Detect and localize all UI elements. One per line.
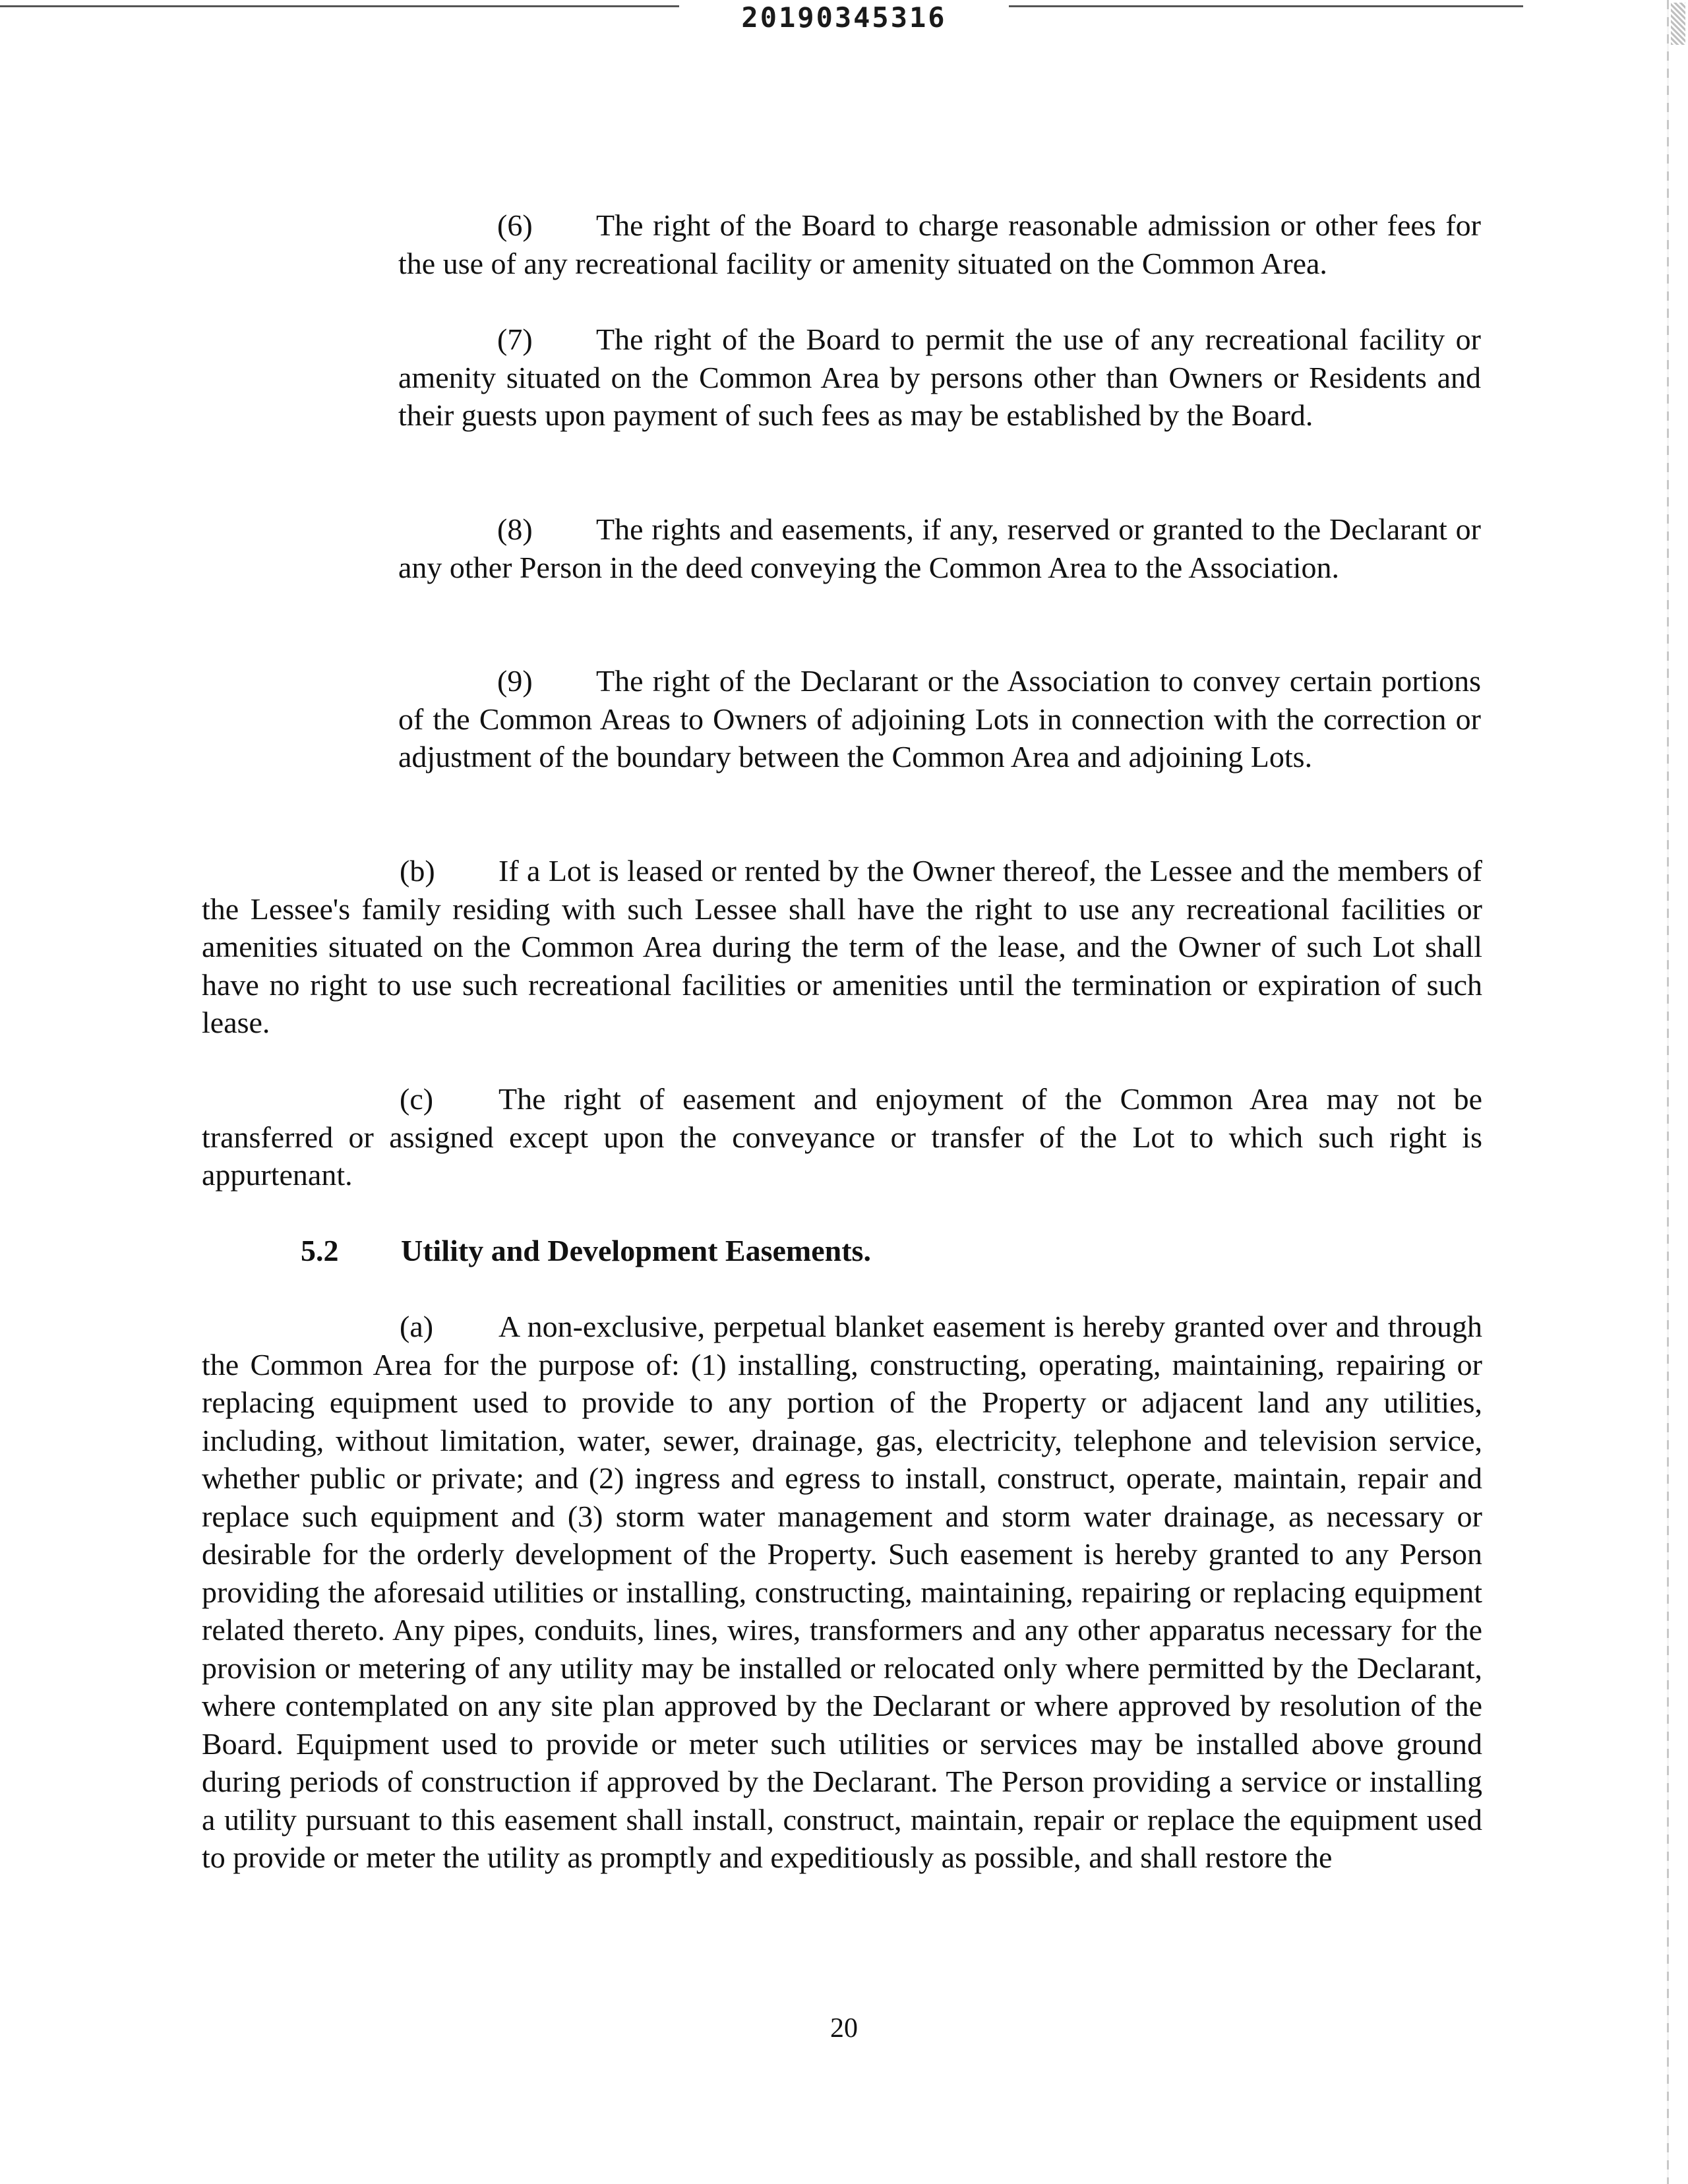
section-title: Utility and Development Easements. bbox=[401, 1234, 871, 1267]
paragraph-7 bbox=[398, 320, 1481, 435]
paragraph-c bbox=[202, 1080, 1482, 1194]
page-number: 20 bbox=[830, 2013, 858, 2044]
section-heading bbox=[301, 1232, 871, 1270]
scan-corner-mark bbox=[1671, 3, 1685, 45]
paragraph-a bbox=[202, 1308, 1482, 1877]
paragraph-marker: (8) bbox=[497, 512, 533, 546]
paragraph-text: If a Lot is leased or rented by the Owner thereof, the Lessee and the members of the Lessee's family residing with such Lessee shall have the right to use any recreational facilities or amenities situated on the Common Area during the term of the lease, and the Owner of such Lot shall have no right to use such recreational facilities or amenities until the termination or expiration of such lease. bbox=[202, 854, 1482, 1039]
section-number: 5.2 bbox=[301, 1234, 339, 1267]
paragraph-b bbox=[202, 852, 1482, 1042]
paragraph-text: The right of the Board to charge reasonable admission or other fees for the use of any recreational facility or amenity situated on the Common Area. bbox=[398, 208, 1481, 280]
paragraph-9 bbox=[398, 662, 1481, 776]
paragraph-text: The right of the Board to permit the use of any recreational facility or amenity situated on the Common Area by persons other than Owners or Residents and their guests upon payment of such fees as may be established by the Board. bbox=[398, 322, 1481, 432]
scan-edge bbox=[1667, 0, 1669, 2184]
paragraph-text: The right of the Declarant or the Association to convey certain portions of the Common Areas to Owners of adjoining Lots in connection with the correction or adjustment of the boundary between the Common Area and adjoining Lots. bbox=[398, 664, 1481, 774]
paragraph-text: The right of easement and enjoyment of the Common Area may not be transferred or assigned except upon the conveyance or transfer of the Lot to which such right is appurtenant. bbox=[202, 1082, 1482, 1192]
paragraph-marker: (a) bbox=[400, 1310, 434, 1343]
paragraph-text: The rights and easements, if any, reserved or granted to the Declarant or any other Person in the deed conveying the Common Area to the Association. bbox=[398, 512, 1481, 584]
paragraph-marker: (b) bbox=[400, 854, 435, 888]
paragraph-8 bbox=[398, 510, 1481, 586]
paragraph-marker: (7) bbox=[497, 322, 533, 356]
paragraph-text: A non-exclusive, perpetual blanket easement is hereby granted over and through the Common Area for the purpose of: (1) installing, constructing, operating, maintaining, repairing or replacing equipment used to provide to any portion of the Property or adjacent land any utilities, including, without limitation, water, sewer, drainage, gas, electricity, telephone and television service, whether public or private; and (2) ingress and egress to install, construct, operate, maintain, repair and replace such equipment and (3) storm water management and storm water drainage, as necessary or desirable for the orderly development of the Property. Such easement is hereby granted to any Person providing the aforesaid utilities or installing, constructing, maintaining, repairing or replacing equipment related thereto. Any pipes, conduits, lines, wires, transformers and any other apparatus necessary for the provision or metering of any utility may be installed or relocated only where permitted by the Declarant, where contemplated on any site plan approved by the Declarant or where approved by resolution of the Board. Equipment used to provide or meter such utilities or services may be installed above ground during periods of construction if approved by the Declarant. The Person providing a service or installing a utility pursuant to this easement shall install, construct, maintain, repair or replace the equipment used to provide or meter the utility as promptly and expeditiously as possible, and shall restore the bbox=[202, 1310, 1482, 1874]
paragraph-marker: (6) bbox=[497, 208, 533, 242]
document-number: 20190345316 bbox=[741, 1, 947, 34]
paragraph-6 bbox=[398, 206, 1481, 282]
paragraph-marker: (c) bbox=[400, 1082, 434, 1116]
paragraph-marker: (9) bbox=[497, 664, 533, 698]
